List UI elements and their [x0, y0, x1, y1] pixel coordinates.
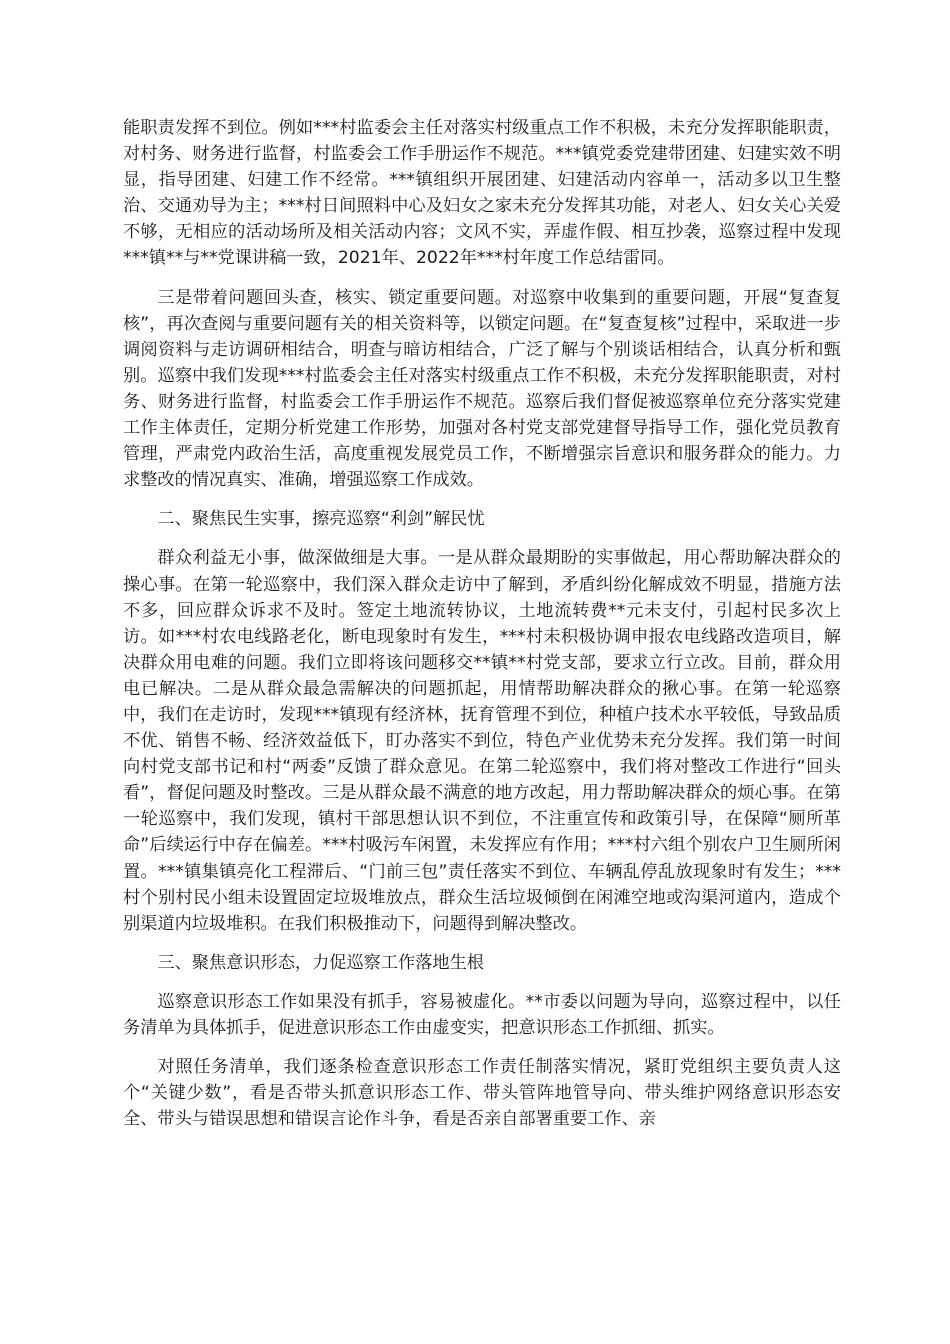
- paragraph-third-point: 三是带着问题回头查，核实、锁定重要问题。对巡察中收集到的重要问题，开展“复查复核”，再次查阅与重要问题有关的相关资料等，以锁定问题。在“复查复核”过程中，采取进一步调阅资料与走访调研相结合，明查与暗访相结合，广泛了解与个别谈话相结合，认真分析和甄别。巡察中我们发现***村监委会主任对落实村级重点工作不积极，未充分发挥职能职责，对村务、财务进行监督，村监委会工作手册运作不规范。巡察后我们督促被巡察单位充分落实党建工作主体责任，定期分析党建工作形势，加强对各村党支部党建督导指导工作，强化党员教育管理，严肃党内政治生活，高度重视发展党员工作，不断增强宗旨意识和服务群众的能力。力求整改的情况真实、准确，增强巡察工作成效。: [123, 287, 841, 491]
- paragraph-ideology-intro: 巡察意识形态工作如果没有抓手，容易被虚化。**市委以问题为导向，巡察过程中，以任务清单为具体抓手，促进意识形态工作由虚变实，把意识形态工作抓细、抓实。: [123, 991, 841, 1038]
- document-body: [123, 115, 841, 1145]
- paragraph-continuation: 能职责发挥不到位。例如***村监委会主任对落实村级重点工作不积极，未充分发挥职能职责，对村务、财务进行监督，村监委会工作手册运作不规范。***镇党委党建带团建、妇建实效不明显，指导团建、妇建工作不经常。***镇组织开展团建、妇建活动内容单一，活动多以卫生整治、交通劝导为主；***村日间照料中心及妇女之家未充分发挥其功能，对老人、妇女关心关爱不够，无相应的活动场所及相关活动内容；文风不实，弄虚作假、相互抄袭，巡察过程中发现***镇**与**党课讲稿一致，2021年、2022年***村年度工作总结雷同。: [123, 118, 841, 269]
- paragraph-livelihood: 群众利益无小事，做深做细是大事。一是从群众最期盼的实事做起，用心帮助解决群众的操心事。在第一轮巡察中，我们深入群众走访中了解到，矛盾纠纷化解成效不明显，措施方法不多，回应群众诉求不及时。签定土地流转协议，土地流转费**元未支付，引起村民多次上访。如***村农电线路老化，断电现象时有发生，***村未积极协调申报农电线路改造项目，解决群众用电难的问题。我们立即将该问题移交**镇**村党支部，要求立行立改。目前，群众用电已解决。二是从群众最急需解决的问题抓起，用情帮助解决群众的揪心事。在第一轮巡察中，我们在走访时，发现***镇现有经济林，抚育管理不到位，种植户技术水平较低，导致品质不优、销售不畅、经济效益低下，盯办落实不到位，特色产业优势未充分发挥。我们第一时间向村党支部书记和村“两委”反馈了群众意见。在第二轮巡察中，我们将对整改工作进行“回头看”，督促问题及时整改。三是从群众最不满意的地方改起，用力帮助解决群众的烦心事。在第一轮巡察中，我们发现，镇村干部思想认识不到位，不注重宣传和政策引导，在保障“厕所革命”后续运行中存在偏差。***村吸污车闲置，未发挥应有作用；***村六组个别农户卫生厕所闲置。***镇集镇亮化工程滞后、“门前三包”责任落实不到位、车辆乱停乱放现象时有发生；***村个别村民小组未设置固定垃圾堆放点，群众生活垃圾倾倒在闲滩空地或沟渠河道内，造成个别渠道内垃圾堆积。在我们积极推动下，问题得到解决整改。: [123, 548, 841, 934]
- section-heading-3: 三、聚焦意识形态，力促巡察工作落地生根: [157, 952, 484, 973]
- paragraph-task-list: 对照任务清单，我们逐条检查意识形态工作责任制落实情况，紧盯党组织主要负责人这个“关键少数”，看是否带头抓意识形态工作、带头管阵地管导向、带头维护网络意识形态安全、带头与错误思想和错误言论作斗争，看是否亲自部署重要工作、亲: [123, 1057, 841, 1130]
- section-heading-2: 二、聚焦民生实事，擦亮巡察“利剑”解民忧: [157, 509, 485, 530]
